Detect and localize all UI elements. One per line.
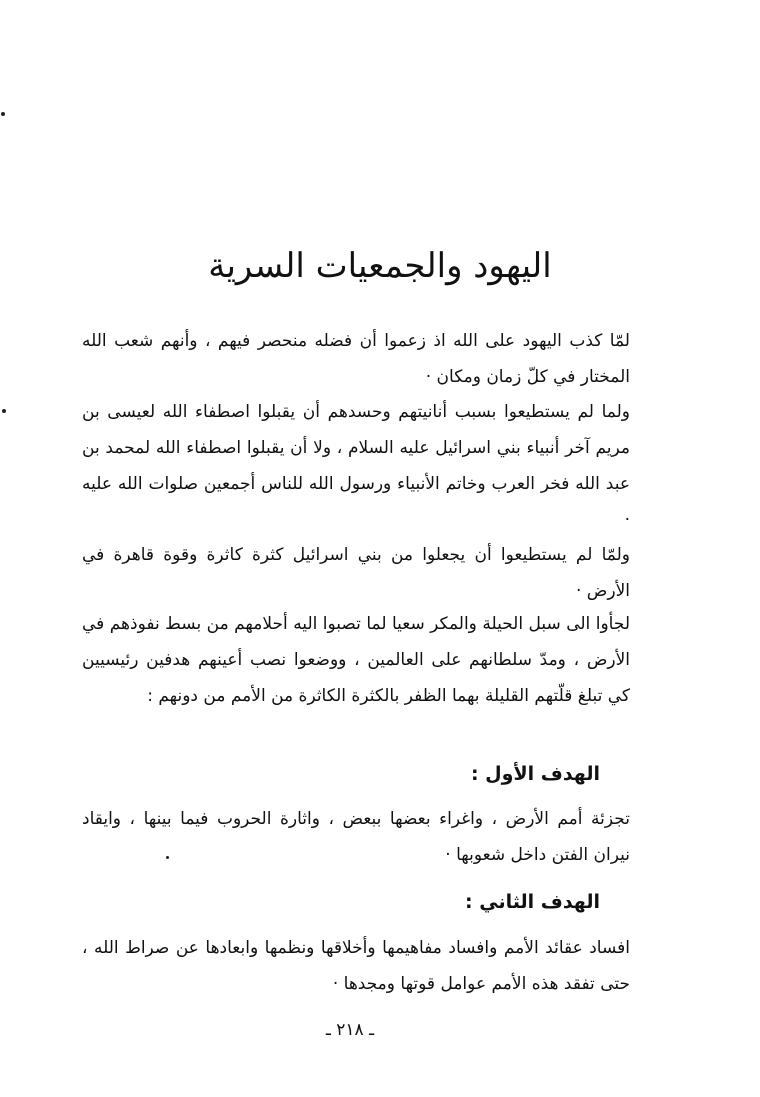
page-number: ـ ٢١٨ ـ	[325, 1020, 375, 1040]
paragraph-3: ولمّا لم يستطيعوا أن يجعلوا من بني اسرائيل كثرة كاثرة وقوة قاهرة في الأرض ·	[82, 545, 630, 601]
paragraph-2: ولما لم يستطيعوا بسبب أنانيتهم وحسدهم أن يقبلوا اصطفاء الله لعيسى بن مريم آخر أنبياء بني اسرائيل عليه السلام ، ولا أن يقبلوا اصطفاء الله لمحمد بن عبد الله فخر العرب وخاتم الأنبياء ورسول الله للناس أجمعين صلوات الله عليه ·	[82, 402, 630, 530]
page-title: اليهود والجمعيات السرية	[208, 246, 552, 286]
scan-speck	[166, 856, 169, 859]
goal-2-heading: الهدف الثاني :	[465, 891, 600, 913]
goal-1-text: تجزئة أمم الأرض ، واغراء بعضها ببعض ، واثارة الحروب فيما بينها ، وايقاد نيران الفتن داخل شعوبها ·	[82, 809, 630, 865]
paragraph-4: لجأوا الى سبل الحيلة والمكر سعيا لما تصبوا اليه أحلامهم من بسط نفوذهم في الأرض ، ومدّ سلطانهم على العالمين ، ووضعوا نصب أعينهم هدفين رئيسيين كي تبلغ قلّتهم القليلة بهما الظفر بالكثرة الكاثرة من الأمم من دونهم :	[82, 614, 630, 706]
goal-1-heading: الهدف الأول :	[470, 763, 600, 785]
paragraph-1: لمّا كذب اليهود على الله اذ زعموا أن فضله منحصر فيهم ، وأنهم شعب الله المختار في كلّ زمان ومكان ·	[82, 331, 630, 387]
scan-speck	[1, 112, 5, 116]
scan-speck	[2, 409, 6, 413]
goal-2-text: افساد عقائد الأمم وافساد مفاهيمها وأخلاقها ونظمها وابعادها عن صراط الله ، حتى تفقد هذه الأمم عوامل قوتها ومجدها ·	[82, 938, 630, 994]
